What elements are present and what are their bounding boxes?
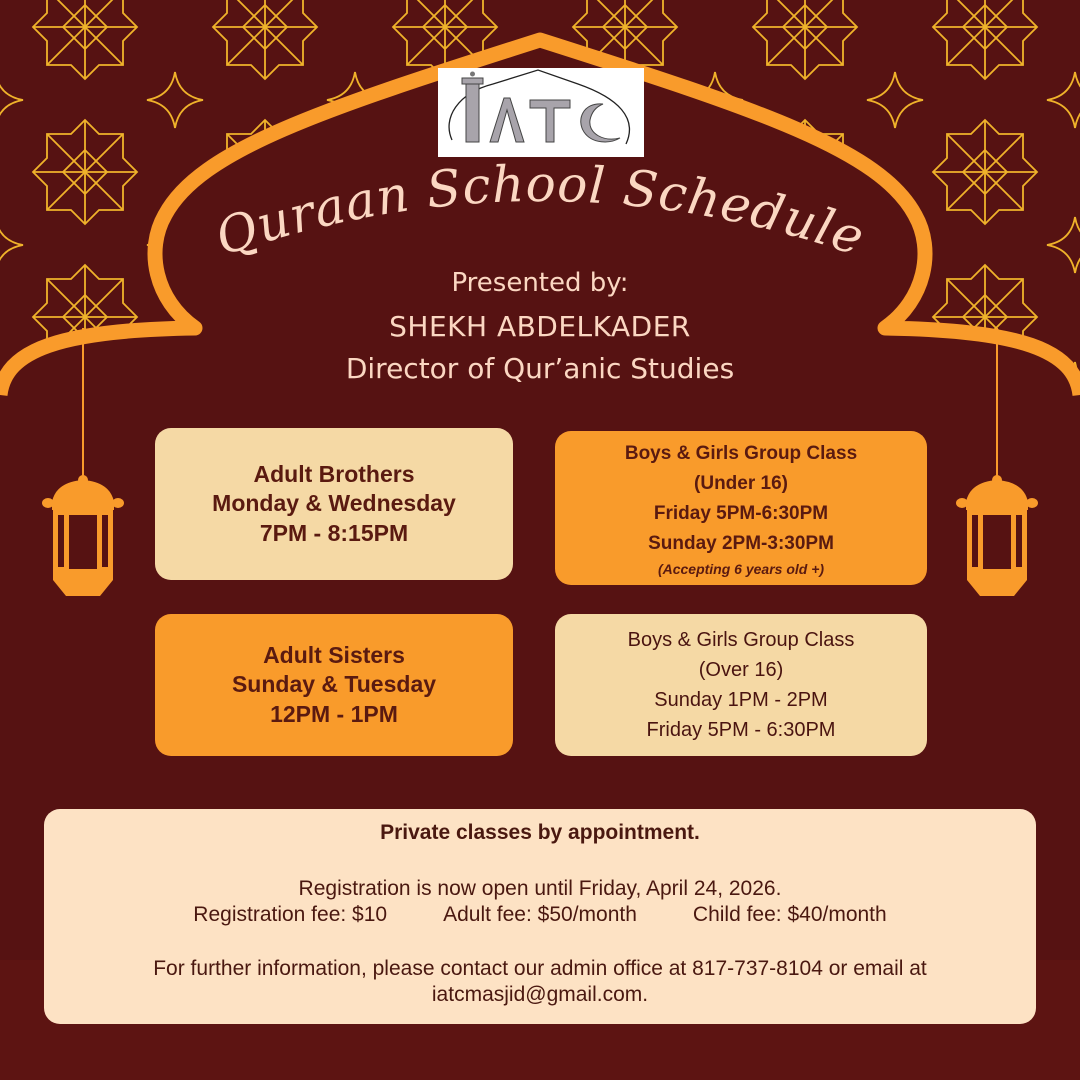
class-card-boys-girls-under-16 [555, 431, 927, 585]
class-time: 7PM - 8:15PM [259, 519, 409, 546]
presented-by-label: Presented by: [451, 268, 629, 298]
registration-fee: Registration fee: $10 [193, 903, 388, 926]
class-slot: Sunday 1PM - 2PM [654, 689, 828, 711]
class-age: (Under 16) [694, 472, 788, 494]
fees-row [44, 903, 1036, 927]
class-slot: Friday 5PM - 6:30PM [646, 719, 836, 741]
contact-email[interactable]: iatcmasjid@gmail.com. [431, 983, 649, 1006]
class-note: (Accepting 6 years old +) [657, 561, 825, 578]
class-days: Sunday & Tuesday [231, 671, 437, 698]
class-name: Boys & Girls Group Class [627, 629, 855, 651]
svg-text:IATC: IATC [539, 154, 543, 155]
class-time: 12PM - 1PM [270, 700, 398, 727]
presenter-name: SHEKH ABDELKADER [389, 310, 691, 343]
page-title [0, 0, 1080, 300]
class-days: Monday & Wednesday [212, 490, 456, 517]
presenter-role: Director of Qur’anic Studies [345, 352, 735, 385]
class-name: Adult Sisters [263, 641, 405, 668]
class-card-boys-girls-over-16 [555, 614, 927, 756]
class-card-adult-brothers [155, 428, 513, 580]
svg-text:Quraan School Schedule: Quraan School Schedule [208, 154, 872, 268]
info-box [44, 809, 1036, 1024]
class-slot: Sunday 2PM-3:30PM [648, 533, 834, 555]
class-age: (Over 16) [698, 659, 784, 681]
contact-info: For further information, please contact our admin office at 817-737-8104 or email at [153, 957, 927, 980]
registration-deadline: Registration is now open until Friday, April 24, 2026. [298, 877, 782, 900]
class-slot: Friday 5PM-6:30PM [653, 503, 829, 524]
class-name: Adult Brothers [253, 460, 415, 487]
adult-fee: Adult fee: $50/month [443, 903, 637, 926]
class-name: Boys & Girls Group Class [624, 442, 858, 464]
private-classes-note: Private classes by appointment. [380, 821, 700, 844]
class-card-adult-sisters [155, 614, 513, 756]
child-fee: Child fee: $40/month [692, 903, 887, 926]
